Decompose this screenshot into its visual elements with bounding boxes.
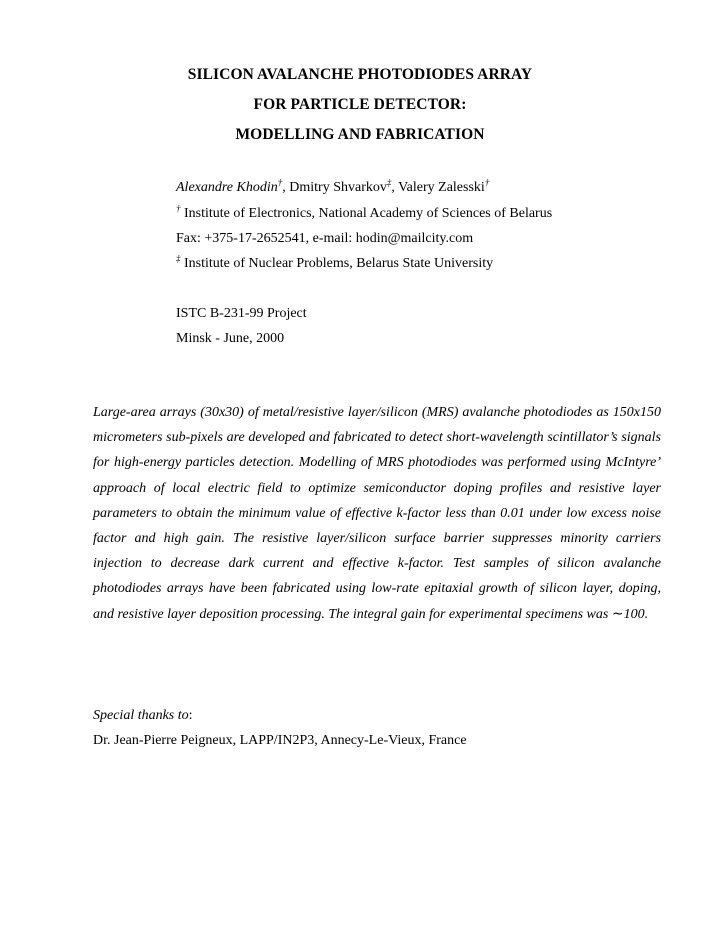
author-3-mark: †	[484, 177, 490, 188]
title-line-1: SILICON AVALANCHE PHOTODIODES ARRAY	[187, 66, 533, 83]
acknowledgement-label	[93, 708, 193, 724]
acknowledgement-label-text: Special thanks to	[93, 708, 189, 723]
contact-line: Fax: +375-17-2652541, e-mail: hodin@mailcity.com	[176, 231, 474, 246]
title-line-3: MODELLING AND FABRICATION	[235, 126, 485, 143]
place-date: Minsk - June, 2000	[176, 331, 285, 346]
affiliation-2-mark: ‡	[176, 253, 181, 264]
acknowledgement-colon: :	[188, 708, 193, 723]
acknowledgement-person: Dr. Jean-Pierre Peigneux, LAPP/IN2P3, Annecy-Le-Vieux, France	[93, 733, 467, 748]
affiliation-1-text: Institute of Electronics, National Academy of Sciences of Belarus	[180, 206, 553, 221]
author-3-name: Valery Zalesski	[398, 180, 485, 195]
title-line-2: FOR PARTICLE DETECTOR:	[253, 96, 467, 113]
project-id: ISTC B-231-99 Project	[176, 306, 307, 321]
author-2-name: Dmitry Shvarkov	[289, 180, 387, 195]
affiliation-2	[176, 253, 494, 272]
abstract-text: Large-area arrays (30x30) of metal/resistive layer/silicon (MRS) avalanche photodiodes as 150x150 micrometers sub-pixels are developed and fabricated to detect short-wavelength scintillator’s signals for high-energy particles detection. Modelling of MRS photodiodes was performed using McIntyre’ approach of local electric field to optimize semiconductor doping profiles and resistive layer parameters to obtain the minimum value of effective k-factor less than 0.01 under low excess noise factor and high gain. The resistive layer/silicon surface barrier suppresses minority carriers injection to decrease dark current and effective k-factor. Test samples of silicon avalanche photodiodes arrays have been fabricated using low-rate epitaxial growth of silicon layer, doping, and resistive layer deposition processing. The integral gain for experimental specimens was ∼100.	[93, 405, 661, 622]
author-1-name: Alexandre Khodin	[176, 180, 278, 195]
author-2-mark: ‡	[386, 177, 392, 188]
affiliation-2-text: Institute of Nuclear Problems, Belarus State University	[180, 256, 494, 271]
affiliation-1-mark: †	[176, 203, 181, 214]
author-1-mark: †	[277, 177, 283, 188]
affiliation-1	[176, 203, 553, 222]
author-list: Alexandre Khodin†, Dmitry Shvarkov‡, Valery Zalesski†	[176, 177, 490, 195]
